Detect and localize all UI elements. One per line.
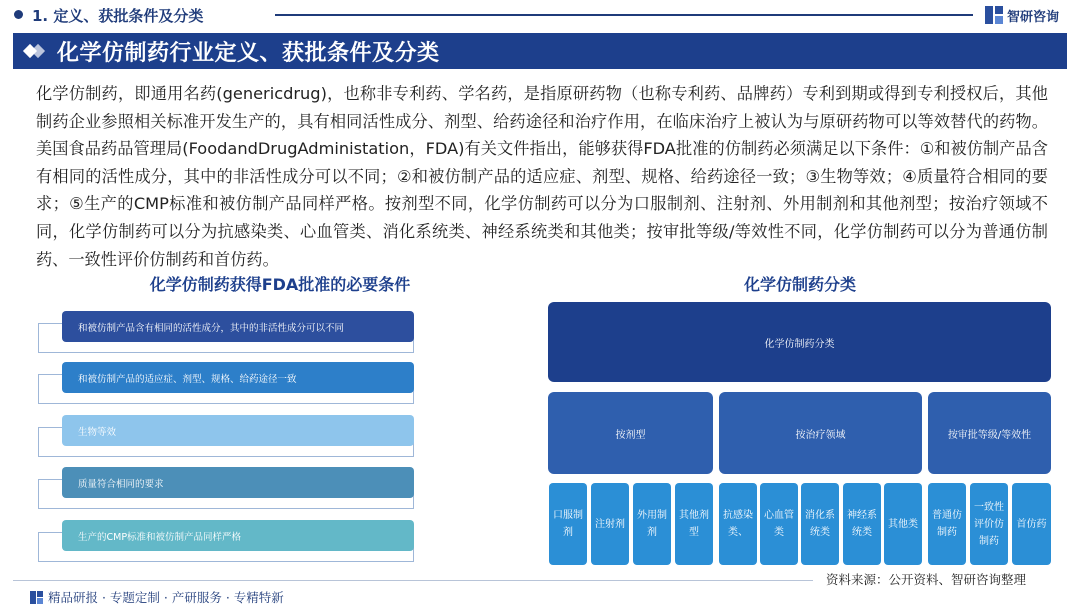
condition-bar (62, 362, 414, 393)
leaf-item: 普通仿制药 (928, 483, 966, 565)
leaf-item: 注射剂 (591, 483, 629, 565)
condition-item (38, 362, 414, 404)
condition-item (38, 415, 414, 457)
leaf-item: 一致性评价仿制药 (970, 483, 1008, 565)
brand (985, 5, 1059, 25)
condition-text: 质量符合相同的要求 (78, 478, 164, 490)
group-by-approval-level: 按审批等级/等效性 (928, 392, 1051, 474)
leaf-item: 首仿药 (1012, 483, 1051, 565)
bullet-dot-icon (14, 10, 23, 19)
leaf-item: 其他剂型 (675, 483, 713, 565)
leaf-item: 心血管类 (760, 483, 798, 565)
brand-name: 智研咨询 (1007, 9, 1060, 25)
condition-item (38, 311, 414, 353)
condition-item (38, 520, 414, 562)
source-note: 资料来源：公开资料、智研咨询整理 (826, 572, 1027, 587)
footer (30, 588, 284, 605)
top-bar (0, 0, 1080, 30)
footer-divider (13, 580, 813, 581)
leaf-item: 其他类 (884, 483, 922, 565)
leaf-item: 神经系统类 (843, 483, 881, 565)
double-diamond-icon (25, 43, 47, 59)
group-by-therapeutic-area: 按治疗领域 (719, 392, 922, 474)
condition-item (38, 467, 414, 509)
header-divider (275, 14, 973, 16)
footer-tagline: 精品研报 · 专题定制 · 产研服务 · 专精特新 (48, 590, 284, 605)
leaf-item: 消化系统类 (801, 483, 839, 565)
condition-bar (62, 467, 414, 498)
section-title: 1. 定义、获批条件及分类 (32, 7, 204, 25)
condition-text: 和被仿制产品的适应症、剂型、规格、给药途径一致 (78, 373, 297, 385)
classification-heading: 化学仿制药分类 (743, 275, 856, 294)
condition-text: 和被仿制产品含有相同的活性成分，其中的非活性成分可以不同 (78, 322, 345, 334)
leaf-item: 口服制剂 (549, 483, 587, 565)
page-title: 化学仿制药行业定义、获批条件及分类 (57, 40, 440, 66)
conditions-heading: 化学仿制药获得FDA批准的必要条件 (149, 275, 411, 294)
intro-paragraph: 化学仿制药，即通用名药(genericdrug)，也称非专利药、学名药，是指原研药物（也称专利药、品牌药）专利到期或得到专利授权后，其他制药企业参照相关标准开发生产的，具有相同活性成分、剂型、给药途径和治疗作用，在临床治疗上被认为与原研药物可以等效替代的药物。美国食品药品管理局(FoodandDrugAdministation，FDA)有关文件指出，能够获得FDA批准的仿制药必须满足以下条件：①和被仿制产品含有相同的活性成分，其中的非活性成分可以不同；②和被仿制产品的适应症、剂型、规格、给药途径一致；③生物等效；④质量符合相同的要求；⑤生产的CMP标准和被仿制产品同样严格。按剂型不同，化学仿制药可以分为口服制剂、注射剂、外用制剂和其他剂型；按治疗领域不同，化学仿制药可以分为抗感染类、心血管类、消化系统类、神经系统类和其他类；按审批等级/等效性不同，化学仿制药可以分为普通仿制药、一致性评价仿制药和首仿药。 (36, 84, 1048, 269)
zhiyan-logo-icon (30, 591, 43, 604)
condition-text: 生物等效 (78, 426, 117, 438)
title-banner (13, 33, 1067, 69)
condition-bar (62, 311, 414, 342)
condition-text: 生产的CMP标准和被仿制产品同样严格 (78, 531, 242, 543)
condition-bar (62, 520, 414, 551)
leaf-item: 外用制剂 (633, 483, 671, 565)
group-by-dosage-form: 按剂型 (548, 392, 713, 474)
condition-bar (62, 415, 414, 446)
leaf-item: 抗感染类、 (719, 483, 757, 565)
classification-root: 化学仿制药分类 (548, 302, 1051, 382)
zhiyan-logo-icon (985, 6, 1003, 24)
